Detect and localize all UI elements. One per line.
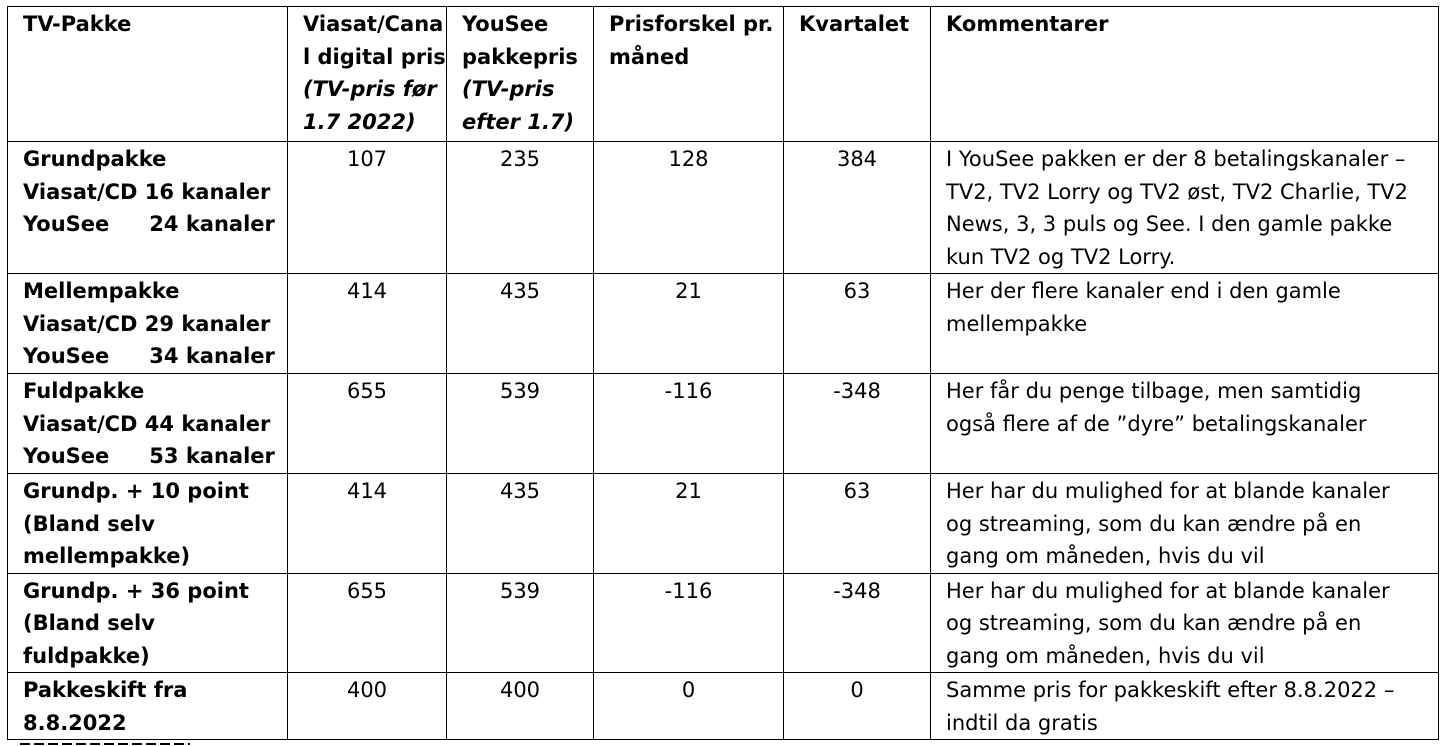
quarter-cell: 384 [784, 142, 931, 274]
quarter-cell: -348 [784, 573, 931, 673]
difference-cell: -116 [594, 573, 784, 673]
header-yousee-price: YouSee pakkepris (TV-pris efter 1.7) [447, 7, 594, 142]
yousee-price-cell: 435 [447, 274, 594, 374]
header-viasat-price: Viasat/Cana l digital pris (TV-pris før 1.7 2022) [288, 7, 447, 142]
comment-cell: I YouSee pakken er der 8 betalingskanaler – TV2, TV2 Lorry og TV2 øst, TV2 Charlie, TV2 News, 3, 3 puls og See. I den gamle pakke kun TV2 og TV2 Lorry. [931, 142, 1439, 274]
yousee-price-cell: 400 [447, 673, 594, 740]
viasat-price-cell: 655 [288, 374, 447, 474]
comment-cell: Her der flere kanaler end i den gamle mellempakke [931, 274, 1439, 374]
price-comparison-table [7, 6, 1439, 740]
yousee-price-cell: 539 [447, 573, 594, 673]
yousee-price-cell: 235 [447, 142, 594, 274]
table-row [8, 474, 1439, 574]
table-row [8, 274, 1439, 374]
header-price-difference: Prisforskel pr. måned [594, 7, 784, 142]
cropped-text-fragment [20, 740, 190, 746]
difference-cell: 0 [594, 673, 784, 740]
table-row [8, 573, 1439, 673]
header-comments: Kommentarer [931, 7, 1439, 142]
comment-cell: Samme pris for pakkeskift efter 8.8.2022 – indtil da gratis [931, 673, 1439, 740]
package-cell: Mellempakke Viasat/CD 29 kanaler YouSee 34 kanaler [8, 274, 288, 374]
quarter-cell: -348 [784, 374, 931, 474]
table-row [8, 374, 1439, 474]
difference-cell: 21 [594, 274, 784, 374]
quarter-cell: 63 [784, 474, 931, 574]
yousee-price-cell: 539 [447, 374, 594, 474]
yousee-price-cell: 435 [447, 474, 594, 574]
difference-cell: 128 [594, 142, 784, 274]
viasat-price-cell: 414 [288, 474, 447, 574]
comment-cell: Her får du penge tilbage, men samtidig også flere af de ”dyre” betalingskanaler [931, 374, 1439, 474]
package-cell: Pakkeskift fra 8.8.2022 [8, 673, 288, 740]
viasat-price-cell: 107 [288, 142, 447, 274]
viasat-price-cell: 655 [288, 573, 447, 673]
header-quarter: Kvartalet [784, 7, 931, 142]
comment-cell: Her har du mulighed for at blande kanaler og streaming, som du kan ændre på en gang om måneden, hvis du vil [931, 474, 1439, 574]
viasat-price-cell: 400 [288, 673, 447, 740]
comment-cell: Her har du mulighed for at blande kanaler og streaming, som du kan ændre på en gang om måneden, hvis du vil [931, 573, 1439, 673]
package-cell: Grundpakke Viasat/CD 16 kanaler YouSee 24 kanaler [8, 142, 288, 274]
header-tv-pakke: TV-Pakke [8, 7, 288, 142]
header-row [8, 7, 1439, 142]
quarter-cell: 0 [784, 673, 931, 740]
package-cell: Grundp. + 36 point (Bland selv fuldpakke) [8, 573, 288, 673]
quarter-cell: 63 [784, 274, 931, 374]
table-row [8, 142, 1439, 274]
package-cell: Grundp. + 10 point (Bland selv mellempakke) [8, 474, 288, 574]
viasat-price-cell: 414 [288, 274, 447, 374]
difference-cell: -116 [594, 374, 784, 474]
table-row [8, 673, 1439, 740]
difference-cell: 21 [594, 474, 784, 574]
package-cell: Fuldpakke Viasat/CD 44 kanaler YouSee 53 kanaler [8, 374, 288, 474]
